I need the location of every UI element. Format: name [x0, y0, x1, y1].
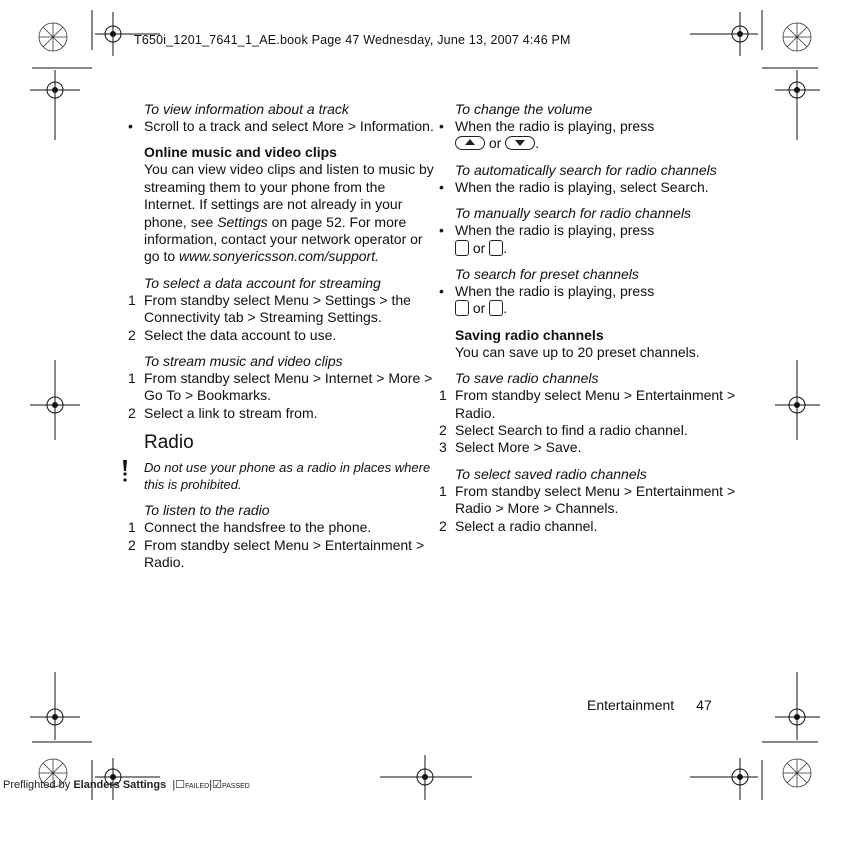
- passed-checkbox-icon: ☑: [212, 779, 222, 791]
- section-title-radio: Radio: [144, 432, 194, 454]
- step-item: 3 Select More > Save.: [439, 439, 582, 456]
- heading-view-track-info: To view information about a track: [144, 101, 349, 117]
- step-item: 2 Select the data account to use.: [128, 326, 337, 343]
- nav-right-key-icon: [489, 240, 503, 256]
- bullet-item: • When the radio is playing, select Search.: [439, 178, 709, 195]
- paragraph-saving-channels: You can save up to 20 preset channels.: [455, 343, 700, 360]
- heading-auto-search: To automatically search for radio channels: [455, 161, 717, 178]
- heading-preset-search: To search for preset channels: [455, 266, 639, 283]
- heading-online-music: Online music and video clips: [144, 144, 337, 161]
- paragraph-online-music: You can view video clips and listen to music by streaming them to your phone from the Internet. If settings are not already in your phone, see Settings on page 52. For more information, contact your network operator or go to www.sonyericsson.com/support.: [144, 161, 434, 265]
- bullet-mark: •: [128, 118, 133, 134]
- preflight-stamp: Preflighted by Elanders Sattings |☐FAILED|☑PASSED: [3, 779, 250, 791]
- step-item: 1 From standby select Menu > Settings > the Connectivity tab > Streaming Settings.: [128, 291, 411, 326]
- warning-note: Do not use your phone as a radio in places where this is prohibited.: [144, 459, 434, 493]
- step-item: 2 Select a link to stream from.: [128, 404, 318, 421]
- volume-up-key-icon: [455, 136, 485, 150]
- heading-change-volume: To change the volume: [455, 101, 593, 117]
- nav-up-key-icon: [455, 300, 469, 316]
- heading-listen-radio: To listen to the radio: [144, 502, 270, 519]
- heading-stream-music: To stream music and video clips: [144, 353, 343, 370]
- page-footer: [587, 697, 712, 713]
- bullet-item: • When the radio is playing, press or .: [439, 283, 655, 317]
- heading-manual-search: To manually search for radio channels: [455, 205, 692, 222]
- heading-select-data-account: To select a data account for streaming: [144, 274, 381, 291]
- support-url: www.sonyericsson.com/support.: [179, 248, 379, 265]
- heading-save-channels: To save radio channels: [455, 370, 599, 387]
- bullet-item: • When the radio is playing, press or .: [439, 118, 655, 152]
- bullet-item: • When the radio is playing, press or .: [439, 222, 655, 256]
- bullet-item: • Scroll to a track and select More > Information.: [128, 118, 434, 134]
- warning-icon: [119, 459, 131, 483]
- footer-section: Entertainment: [587, 697, 675, 713]
- settings-reference: Settings: [217, 213, 268, 230]
- step-item: 1 From standby select Menu > Entertainment > Radio > More > Channels.: [439, 482, 736, 517]
- volume-down-key-icon: [505, 136, 535, 150]
- step-item: 1 From standby select Menu > Internet > More > Go To > Bookmarks.: [128, 370, 433, 404]
- failed-checkbox-icon: ☐: [175, 779, 186, 791]
- page-number: 47: [696, 697, 712, 713]
- nav-left-key-icon: [455, 240, 469, 256]
- heading-select-saved: To select saved radio channels: [455, 465, 647, 482]
- left-column: [128, 101, 434, 572]
- step-item: 2 Select Search to find a radio channel.: [439, 422, 688, 439]
- right-column: [439, 101, 745, 535]
- step-item: 1 From standby select Menu > Entertainment > Radio.: [439, 387, 736, 421]
- heading-saving-channels: Saving radio channels: [455, 326, 604, 343]
- step-item: 1 Connect the handsfree to the phone.: [128, 519, 372, 536]
- step-item: 2 Select a radio channel.: [439, 517, 598, 534]
- step-item: 2 From standby select Menu > Entertainment > Radio.: [128, 536, 425, 571]
- book-header: T650i_1201_7641_1_AE.book Page 47 Wednesday, June 13, 2007 4:46 PM: [134, 33, 571, 47]
- nav-down-key-icon: [489, 300, 503, 316]
